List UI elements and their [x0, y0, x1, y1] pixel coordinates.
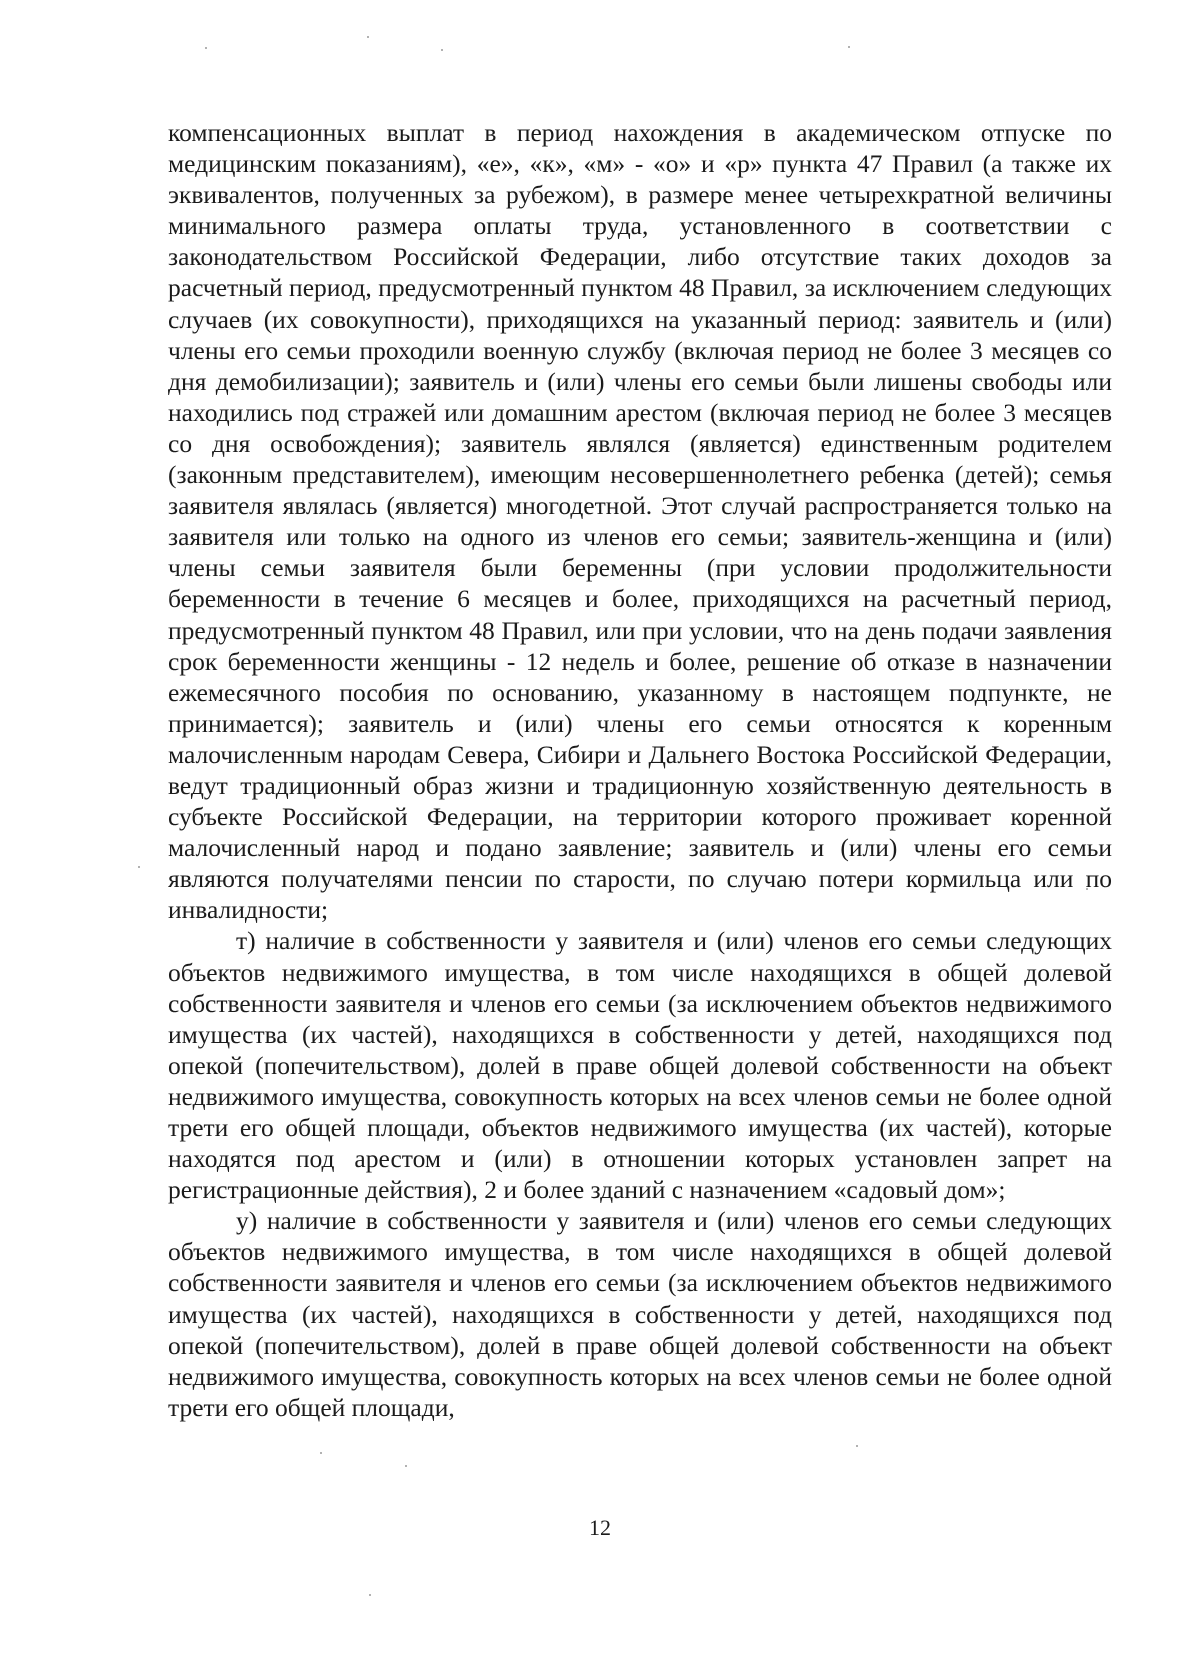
- scan-speck: [320, 1452, 322, 1454]
- document-body: [168, 117, 1112, 1423]
- scan-speck: [441, 49, 443, 51]
- scan-speck: [205, 47, 207, 49]
- page-number: 12: [589, 1515, 611, 1540]
- paragraph-continuation: компенсационных выплат в период нахождения в академическом отпуске по медицинским показаниям), «е», «к», «м» - «о» и «р» пункта 47 Правил (а также их эквивалентов, полученных за рубежом), в размере менее четырехкратной величины минимального размера оплаты труда, установленного в соответствии с законодательством Российской Федерации, либо отсутствие таких доходов за расчетный период, предусмотренный пунктом 48 Правил, за исключением следующих случаев (их совокупности), приходящихся на указанный период: заявитель и (или) члены его семьи проходили военную службу (включая период не более 3 месяцев со дня демобилизации); заявитель и (или) члены его семьи были лишены свободы или находились под стражей или домашним арестом (включая период не более 3 месяцев со дня освобождения); заявитель являлся (является) единственным родителем (законным представителем), имеющим несовершеннолетнего ребенка (детей); семья заявителя являлась (является) многодетной. Этот случай распространяется только на заявителя или только на одного из членов его семьи; заявитель-женщина и (или) члены семьи заявителя были беременны (при условии продолжительности беременности в течение 6 месяцев и более, приходящихся на расчетный период, предусмотренный пунктом 48 Правил, или при условии, что на день подачи заявления срок беременности женщины - 12 недель и более, решение об отказе в назначении ежемесячного пособия по основанию, указанному в настоящем подпункте, не принимается); заявитель и (или) члены его семьи относятся к коренным малочисленным народам Севера, Сибири и Дальнего Востока Российской Федерации, ведут традиционный образ жизни и традиционную хозяйственную деятельность в субъекте Российской Федерации, на территории которого проживает коренной малочисленный народ и подано заявление; заявитель и (или) члены его семьи являются получателями пенсии по старости, по случаю потери кормильца или по инвалидности;: [168, 118, 1112, 925]
- scan-speck: [367, 36, 369, 38]
- paragraph-item-u: у) наличие в собственности у заявителя и (или) членов его семьи следующих объектов недвижимого имущества, в том числе находящихся в общей долевой собственности заявителя и членов его семьи (за исключением объектов недвижимого имущества (их частей), находящихся в собственности у детей, находящихся под опекой (попечительством), долей в праве общей долевой собственности на объект недвижимого имущества, совокупность которых на всех членов семьи не более одной трети его общей площади,: [168, 1206, 1112, 1422]
- paragraph-item-t: т) наличие в собственности у заявителя и (или) членов его семьи следующих объектов недвижимого имущества, в том числе находящихся в общей долевой собственности заявителя и членов его семьи (за исключением объектов недвижимого имущества (их частей), находящихся в собственности у детей, находящихся под опекой (попечительством), долей в праве общей долевой собственности на объект недвижимого имущества, совокупность которых на всех членов семьи не более одной трети его общей площади, объектов недвижимого имущества (их частей), которые находятся под арестом и (или) в отношении которых установлен запрет на регистрационные действия), 2 и более зданий с назначением «садовый дом»;: [168, 926, 1112, 1205]
- scan-speck: [138, 866, 140, 868]
- scan-speck: [848, 46, 850, 48]
- scan-speck: [369, 1594, 371, 1596]
- scan-speck: [405, 1465, 407, 1467]
- scan-speck: [856, 1445, 858, 1447]
